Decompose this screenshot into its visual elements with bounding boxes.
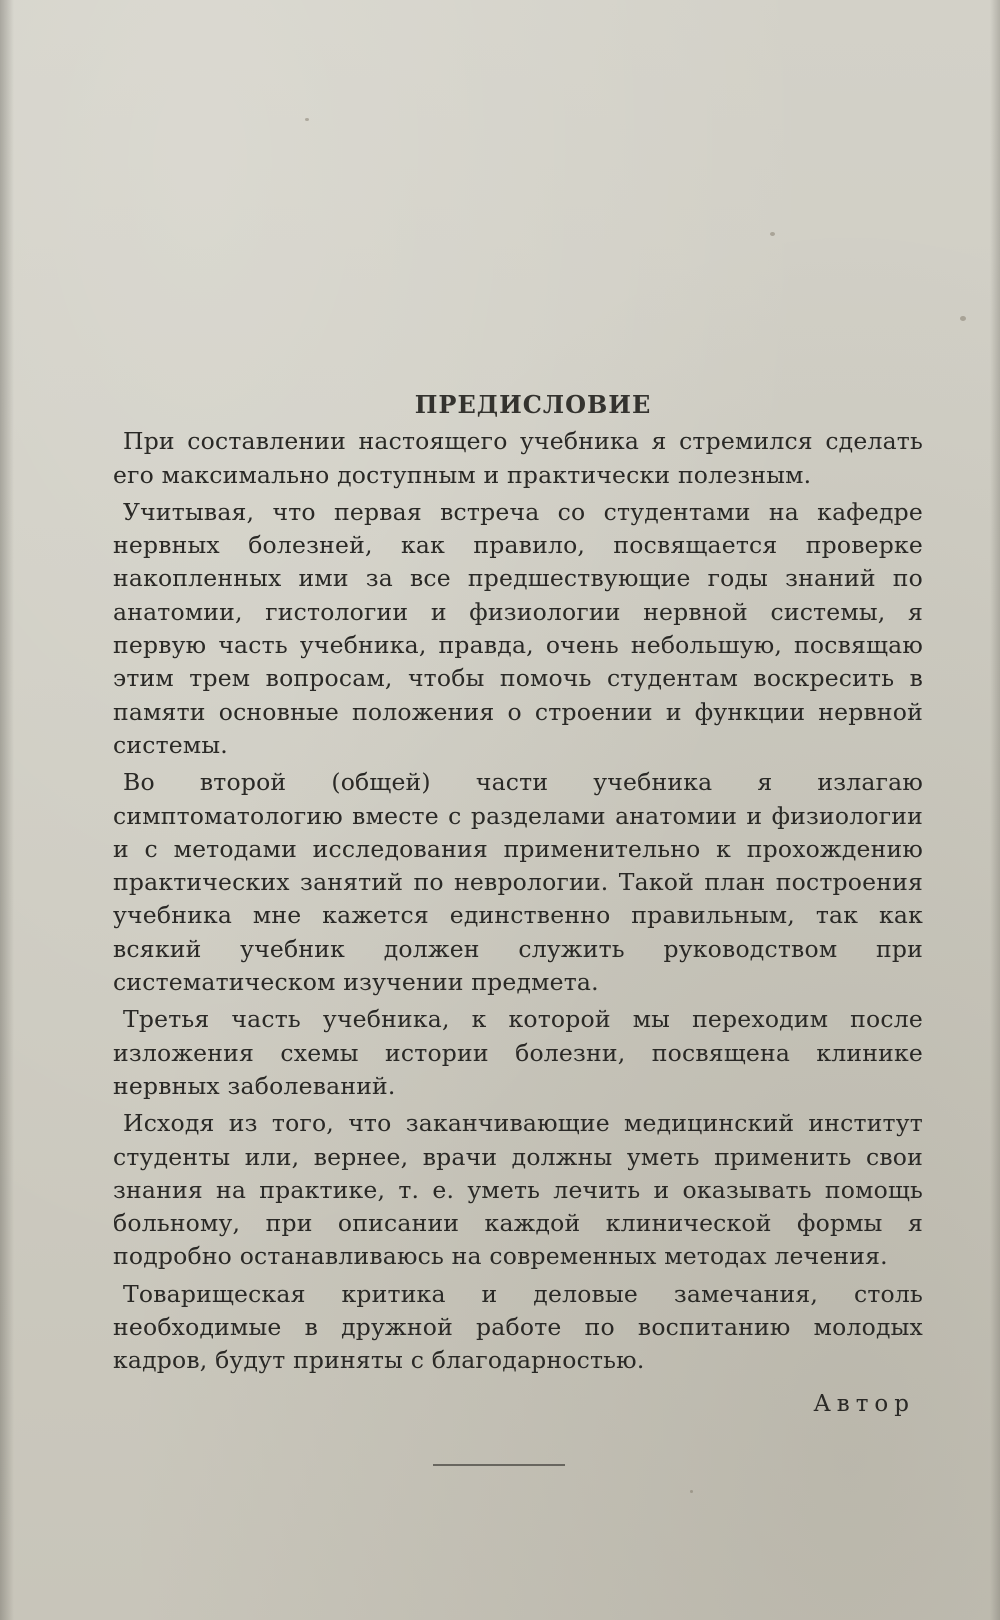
preface-text-block bbox=[113, 388, 923, 1421]
closing-rule bbox=[433, 1464, 565, 1466]
page-title: ПРЕДИСЛОВИЕ bbox=[414, 390, 652, 419]
page-edge-shadow-right bbox=[990, 0, 1000, 1620]
paper-speck bbox=[690, 1490, 693, 1493]
page-edge-shadow-left bbox=[0, 0, 14, 1620]
paper-speck bbox=[960, 316, 966, 321]
paragraph: При составлении настоящего учебника я стремился сделать его максимально доступным и практически полезным. bbox=[113, 427, 923, 489]
paragraph: Третья часть учебника, к которой мы переходим после изложения схемы истории болезни, посвящена клинике нервных заболеваний. bbox=[113, 1005, 923, 1100]
paper-speck bbox=[305, 118, 309, 121]
paragraph: Товарищеская критика и деловые замечания, столь необходимые в дружной работе по воспитанию молодых кадров, будут приняты с благодарностью. bbox=[113, 1279, 923, 1375]
paragraph: Во второй (общей) части учебника я излагаю симптоматологию вместе с разделами анатомии и физиологии и с методами исследования применительно к прохождению практических занятий по неврологии. Такой план построения учебника мне кажется единственно правильным, так как всякий учебник должен служить руководством при систематическом изучении предмета. bbox=[113, 768, 923, 997]
author-signature: Автор bbox=[813, 1390, 915, 1417]
paper-speck bbox=[770, 232, 775, 236]
paragraph: Исходя из того, что заканчивающие медицинский институт студенты или, вернее, врачи должны уметь применить свои знания на практике, т. е. уметь лечить и оказывать помощь больному, при описании каждой клинической формы я подробно останавливаюсь на современных методах лечения. bbox=[113, 1109, 923, 1271]
paragraph: Учитывая, что первая встреча со студентами на кафедре нервных болезней, как правило, посвящается проверке накопленных ими за все предшествующие годы знаний по анатомии, гистологии и физиологии нервной системы, я первую часть учебника, правда, очень небольшую, посвящаю этим трем вопросам, чтобы помочь студентам воскресить в памяти основные положения о строении и функции нервной системы. bbox=[113, 497, 923, 759]
